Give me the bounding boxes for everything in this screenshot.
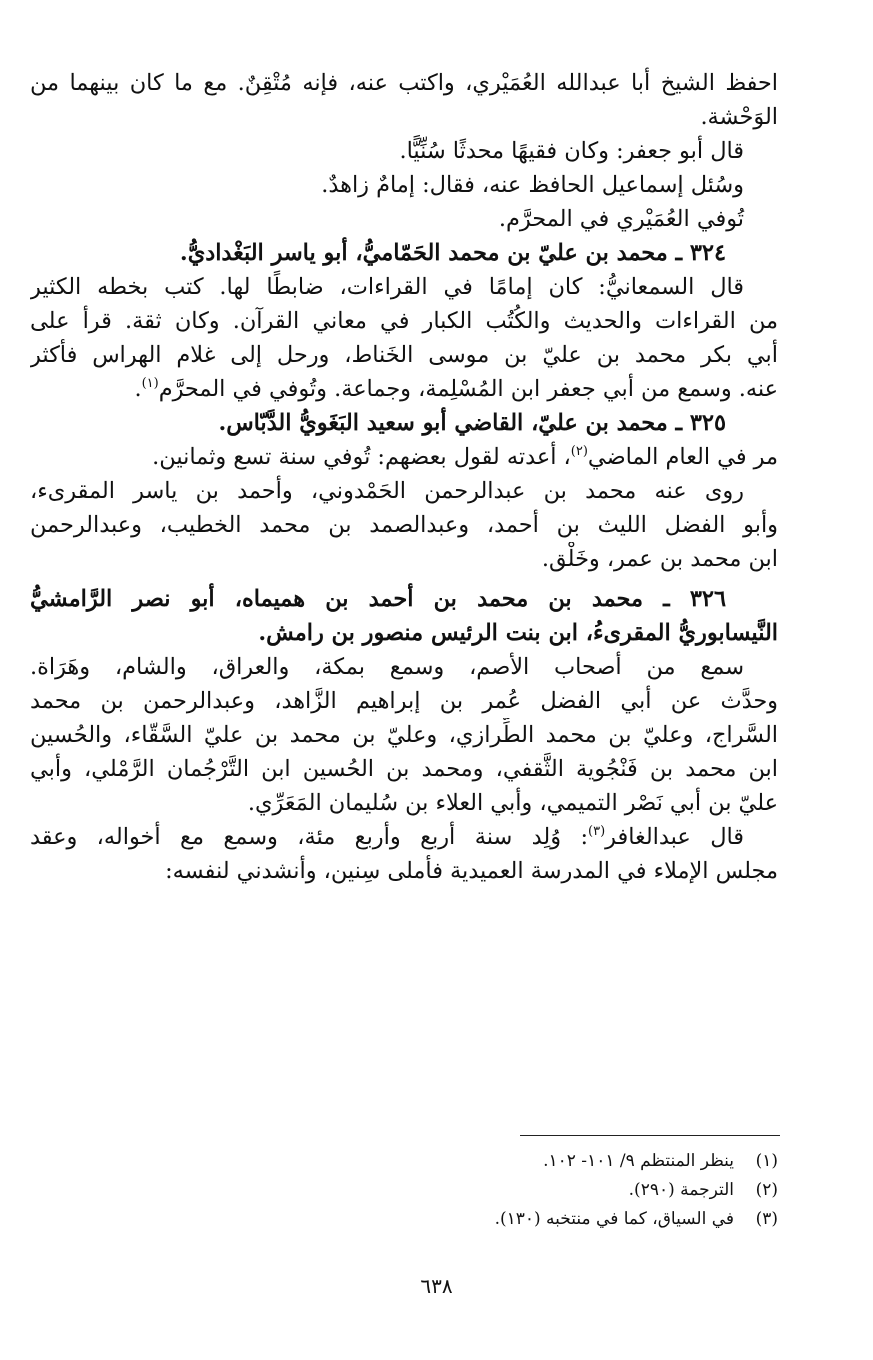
text-segment: ، أعدته لقول بعضهم: تُوفي سنة تسع وثمانين. <box>152 444 571 470</box>
footnote-number: (١) <box>755 1151 778 1171</box>
text-segment: قال عبدالغافر <box>605 824 744 850</box>
text-line: قال السمعانيُّ: كان إمامًا في القراءات، ضابطًا لها. كتب بخطه الكثير <box>30 274 744 300</box>
text-segment: . <box>134 376 142 402</box>
footnote-text: الترجمة (٢٩٠). <box>628 1180 734 1200</box>
footnote <box>300 1176 778 1205</box>
text-line: ابن محمد بن عمر، وخَلْق. <box>541 546 778 572</box>
text-line: ابن محمد بن فَنْجُوية الثَّقفي، ومحمد بن الحُسين ابن التَّرْجُمان الرَّمْلي، وأبي <box>30 756 778 782</box>
text-line: السَّراج، وعليّ بن محمد الطِّرازي، وعليّ بن محمد بن عليّ السَّقّاء، والحُسين <box>30 722 778 748</box>
text-line: وأبو الفضل الليث بن أحمد، وعبدالصمد بن محمد الخطيب، وعبدالرحمن <box>30 512 778 538</box>
text-line: من القراءات والحديث والكُتُب الكبار في معاني القرآن. وكان ثقة. قرأ على <box>30 308 778 334</box>
text-segment: مر في العام الماضي <box>587 444 778 470</box>
footnote-text: في السياق، كما في منتخبه (١٣٠). <box>494 1209 734 1229</box>
entry-heading-326-cont: النَّيسابوريُّ المقرىءُ، ابن بنت الرئيس منصور بن رامش. <box>258 620 778 646</box>
entry-heading-325: ٣٢٥ ـ محمد بن عليّ، القاضي أبو سعيد البَغَويُّ الدَّبّاس. <box>218 410 726 436</box>
text-line <box>30 440 778 474</box>
text-line: قال أبو جعفر: وكان فقيهًا محدثًا سُنِّيًّا. <box>399 138 744 164</box>
text-line: أبي بكر محمد بن عليّ بن موسى الخَناط، ورحل إلى غلام الهراس فأكثر <box>30 342 778 368</box>
text-segment: : وُلِد سنة أربع وأربع مئة، وسمع مع أخواله، وعقد <box>30 824 589 850</box>
text-segment: عنه. وسمع من أبي جعفر ابن المُسْلِمة، وجماعة. وتُوفي في المحرَّم <box>158 376 778 402</box>
text-line: روى عنه محمد بن عبدالرحمن الحَمْدوني، وأحمد بن ياسر المقرىء، <box>30 478 744 504</box>
footnote-number: (٢) <box>755 1180 778 1200</box>
text-line: عليّ بن أبي نَصْر التميمي، وأبي العلاء بن سُليمان المَعَرِّي. <box>247 790 778 816</box>
footnote <box>300 1205 778 1234</box>
entry-heading-326: ٣٢٦ ـ محمد بن محمد بن أحمد بن هميماه، أبو نصر الرَّامشيُّ <box>30 586 726 612</box>
footnote-ref: (٣) <box>588 824 606 839</box>
text-line: تُوفي العُمَيْري في المحرَّم. <box>498 206 744 232</box>
text-line: احفظ الشيخ أبا عبدالله العُمَيْري، واكتب عنه، فإنه مُتْقِنٌ. مع ما كان بينهما من <box>30 70 778 96</box>
footnotes <box>300 1147 778 1234</box>
footnote-number: (٣) <box>755 1209 778 1229</box>
main-text <box>30 66 778 888</box>
text-line: مجلس الإملاء في المدرسة العميدية فأملى سِنين، وأنشدني لنفسه: <box>165 858 778 884</box>
entry-heading-324: ٣٢٤ ـ محمد بن عليّ بن محمد الحَمّاميُّ، أبو ياسر البَغْداديُّ. <box>179 240 726 266</box>
text-line <box>30 372 778 406</box>
text-line <box>30 820 778 854</box>
text-line: سمع من أصحاب الأصم، وسمع بمكة، والعراق، والشام، وهَرَاة. <box>30 654 744 680</box>
footnote-separator <box>520 1135 780 1136</box>
footnote-text: ينظر المنتظم ٩/ ١٠١- ١٠٢. <box>543 1151 734 1171</box>
text-line: وسُئل إسماعيل الحافظ عنه، فقال: إمامٌ زاهدٌ. <box>321 172 744 198</box>
footnote <box>300 1147 778 1176</box>
text-line: وحدَّث عن أبي الفضل عُمر بن إبراهيم الزَّاهد، وعبدالرحمن بن محمد <box>30 688 778 714</box>
page-number: ٦٣٨ <box>420 1274 453 1298</box>
footnote-ref: (١) <box>141 376 159 391</box>
footnote-ref: (٢) <box>570 444 588 459</box>
text-line: الوَحْشة. <box>700 104 778 130</box>
